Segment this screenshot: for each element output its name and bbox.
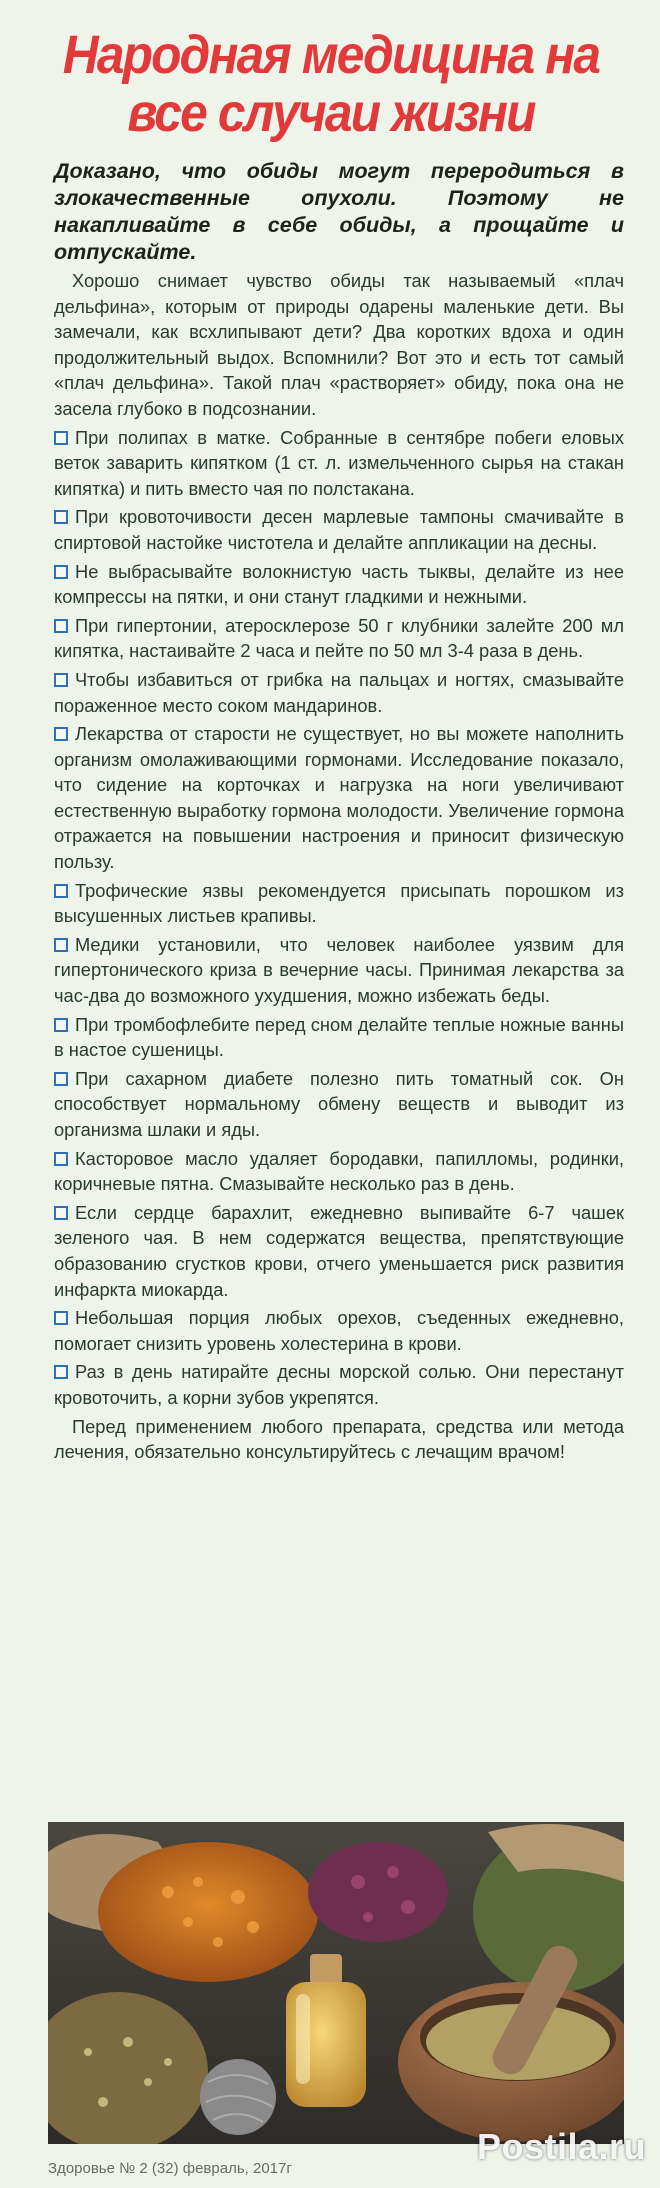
- tip-text: Раз в день натирайте десны морской солью. Они перестанут кровоточить, а корни зубов укрепятся.: [54, 1361, 624, 1408]
- intro-paragraph: Хорошо снимает чувство обиды так называемый «плач дельфина», которым от природы одарены маленькие дети. Вы замечали, как всхлипывают дети? Два коротких вдоха и один продолжительный выдох. Вспомнили? Вот это и есть тот самый «плач дельфина». Такой плач «растворяет» обиду, пока она не засела глубоко в подсознании.: [54, 270, 624, 419]
- echinacea-petals: [308, 1842, 448, 1942]
- calendula-heap: [98, 1842, 318, 1982]
- tip-text: Лекарства от старости не существует, но вы можете наполнить организм омолаживающими гормонами. Исследование показало, что сидение на корточках и нагрузка на ноги увеличивают естественную выработку гормона молодости. Увеличение гормона отражается на повышении настроения и приносит физическую пользу.: [54, 723, 624, 873]
- checkbox-icon: [54, 1152, 68, 1166]
- tip-text: Медики установили, что человек наиболее уязвим для гипертонического криза в вечерние часы. Принимая лекарства за час-два до возможного ухудшения, можно избежать беды.: [54, 933, 624, 1007]
- tip-text: При тромбофлебите перед сном делайте теплые ножные ванны в настое сушеницы.: [54, 1013, 624, 1061]
- checkbox-icon: [54, 938, 68, 952]
- checkbox-icon: [54, 727, 68, 741]
- tip-item: [54, 504, 624, 555]
- tip-item: [54, 1305, 624, 1356]
- tip-item: [54, 667, 624, 718]
- article-lead: Доказано, что обиды могут переродиться в злокачественные опухоли. Поэтому не накапливайте в себе обиды, а прощайте и отпускайте.: [54, 159, 624, 264]
- tip-text: При сахарном диабете полезно пить томатный сок. Он способствует нормальному обмену веществ и выводит из организма шлаки и яды.: [54, 1067, 624, 1140]
- tip-text: Касторовое масло удаляет бородавки, папилломы, родинки, коричневые пятна. Смазывайте несколько раз в день.: [54, 1147, 624, 1195]
- tip-item: [54, 1359, 624, 1410]
- issue-footer: Здоровье № 2 (32) февраль, 2017г: [48, 2160, 292, 2177]
- tip-text: Трофические язвы рекомендуется присыпать порошком из высушенных листьев крапивы.: [54, 879, 624, 927]
- checkbox-icon: [54, 884, 68, 898]
- checkbox-icon: [54, 673, 68, 687]
- tip-item: [54, 425, 624, 502]
- watermark-logo: Postila.ru: [476, 2126, 646, 2167]
- outro-paragraph: Перед применением любого препарата, средства или метода лечения, обязательно консультируйтесь с лечащим врачом!: [54, 1415, 624, 1463]
- article-body: [54, 268, 624, 1468]
- checkbox-icon: [54, 1072, 68, 1086]
- tip-text: При кровоточивости десен марлевые тампоны смачивайте в спиртовой настойке чистотела и делайте аппликации на десны.: [54, 506, 624, 553]
- twine-ball: [200, 2059, 276, 2135]
- herbs-photo: [48, 1822, 624, 2144]
- checkbox-icon: [54, 1018, 68, 1032]
- tip-item: [54, 878, 624, 929]
- tip-item: [54, 1200, 624, 1302]
- tip-text: Если сердце барахлит, ежедневно выпивайте 6-7 чашек зеленого чая. В нем содержатся вещества, препятствующие образованию сгустков крови, отчего уменьшается риск развития инфаркта миокарда.: [54, 1201, 624, 1300]
- tip-text: При гипертонии, атеросклерозе 50 г клубники залейте 200 мл кипятка, настаивайте 2 часа и пейте по 50 мл 3-4 раза в день.: [54, 614, 624, 662]
- tip-text: Небольшая порция любых орехов, съеденных ежедневно, помогает снизить уровень холестерина в крови.: [54, 1307, 624, 1354]
- herbs-illustration: [48, 1822, 624, 2144]
- tip-item: [54, 613, 624, 664]
- checkbox-icon: [54, 1365, 68, 1379]
- bottle-cork: [310, 1954, 342, 1984]
- checkbox-icon: [54, 1206, 68, 1220]
- checkbox-icon: [54, 431, 68, 445]
- tip-item: [54, 1146, 624, 1197]
- checkbox-icon: [54, 1311, 68, 1325]
- tip-item: [54, 932, 624, 1009]
- checkbox-icon: [54, 510, 68, 524]
- checkbox-icon: [54, 565, 68, 579]
- checkbox-icon: [54, 619, 68, 633]
- tip-item: [54, 721, 624, 875]
- tip-text: Чтобы избавиться от грибка на пальцах и ногтях, смазывайте пораженное место соком мандаринов.: [54, 668, 624, 716]
- tip-item: [54, 1012, 624, 1063]
- tip-text: При полипах в матке. Собранные в сентябре побеги еловых веток заварить кипятком (1 ст. л. измельченного сырья на стакан кипятка) и пить вместо чая по полстакана.: [54, 426, 624, 499]
- tip-text: Не выбрасывайте волокнистую часть тыквы, делайте из нее компрессы на пятки, и они станут гладкими и нежными.: [54, 560, 624, 608]
- tip-item: [54, 1066, 624, 1143]
- article-title: Народная медицина на все случаи жизни: [62, 25, 600, 143]
- tip-item: [54, 559, 624, 610]
